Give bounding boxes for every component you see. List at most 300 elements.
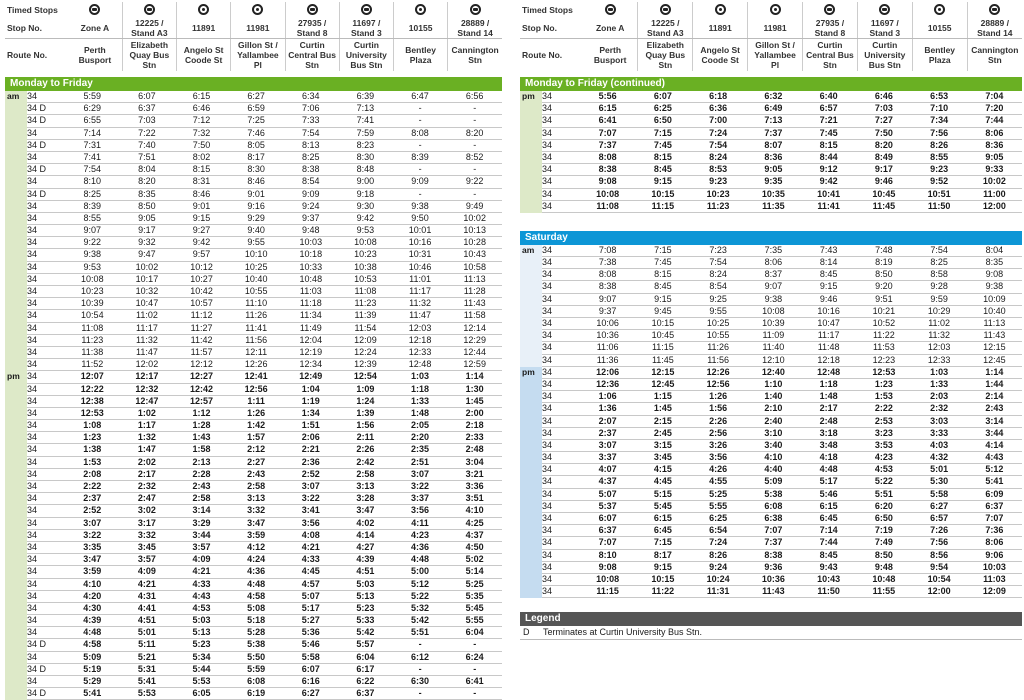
time-cell: 1:53 xyxy=(874,391,893,402)
time-cell: 12:56 xyxy=(706,378,730,389)
time-cell: 11:17 xyxy=(817,330,840,341)
time-cell: 12:14 xyxy=(463,322,486,333)
time-cell: 6:41 xyxy=(598,115,617,126)
time-cell: 1:18 xyxy=(411,383,430,394)
time-cell: - xyxy=(473,639,477,650)
time-cell: 7:43 xyxy=(819,244,838,255)
time-cell: 8:04 xyxy=(138,164,156,175)
route-number: 34 xyxy=(27,432,38,443)
time-cell: 7:25 xyxy=(247,115,265,126)
time-cell: 9:33 xyxy=(985,164,1004,175)
time-cell: 10:28 xyxy=(463,237,486,248)
period-label xyxy=(520,294,542,306)
time-cell: 11:43 xyxy=(762,586,785,597)
time-cell: 8:36 xyxy=(985,139,1004,150)
time-cell: 9:05 xyxy=(138,212,156,223)
stop-name: Cannington Stn xyxy=(967,39,1022,72)
time-cell: 7:07 xyxy=(598,127,617,138)
time-cell: 2:17 xyxy=(137,468,156,479)
time-cell: 1:14 xyxy=(465,371,484,382)
time-cell: 12:53 xyxy=(80,407,104,418)
time-cell: 12:48 xyxy=(817,366,841,377)
time-cell: 6:09 xyxy=(985,488,1004,499)
time-cell: 10:15 xyxy=(651,188,675,199)
header-label-route-no: Route No. xyxy=(7,50,48,60)
time-cell: 8:54 xyxy=(709,281,727,292)
time-cell: 3:56 xyxy=(411,505,430,516)
time-cell: 11:56 xyxy=(245,334,268,345)
period-label xyxy=(5,639,27,651)
time-cell: 6:29 xyxy=(83,103,102,114)
time-cell: 6:07 xyxy=(301,663,320,674)
timetable-row xyxy=(5,530,502,542)
time-cell: 8:30 xyxy=(247,164,265,175)
route-number: 34 xyxy=(542,281,553,292)
time-cell: 10:43 xyxy=(463,249,486,260)
time-cell: 3:14 xyxy=(985,415,1004,426)
time-cell: 6:34 xyxy=(302,91,320,101)
time-cell: 7:03 xyxy=(138,115,156,126)
bus-station-icon xyxy=(660,4,671,15)
route-number: 34 xyxy=(542,415,553,426)
time-cell: 6:20 xyxy=(874,500,893,511)
time-cell: 5:28 xyxy=(247,627,266,638)
time-cell: 1:23 xyxy=(83,432,102,443)
time-cell: 7:15 xyxy=(653,127,672,138)
time-cell: 10:23 xyxy=(354,249,377,260)
timetable-row xyxy=(5,664,502,676)
time-cell: 8:24 xyxy=(709,269,727,280)
route-number: 34 xyxy=(27,420,38,431)
period-label: am xyxy=(520,245,542,257)
route-number: 34 xyxy=(27,237,38,248)
time-cell: 9:38 xyxy=(83,249,102,260)
timetable-row xyxy=(5,103,502,115)
timetable-row xyxy=(520,189,1022,201)
route-number: 34 xyxy=(27,578,38,589)
time-cell: 5:57 xyxy=(356,639,375,650)
header-label-timed-stops: Timed Stops xyxy=(7,5,58,15)
timetable-row xyxy=(520,355,1022,367)
time-cell: 3:28 xyxy=(356,493,375,504)
stop-name: Curtin University Bus Stn xyxy=(339,39,393,72)
time-cell: 4:55 xyxy=(709,476,728,487)
time-cell: - xyxy=(473,103,477,114)
stop-number: 10155 xyxy=(394,18,448,39)
time-cell: 7:54 xyxy=(709,139,728,150)
time-cell: 10:06 xyxy=(596,318,619,328)
timetable-row xyxy=(520,416,1022,428)
time-cell: 10:25 xyxy=(706,318,730,328)
time-cell: 4:03 xyxy=(930,439,949,450)
timetable-row xyxy=(5,152,502,164)
time-cell: 9:49 xyxy=(465,200,484,211)
time-cell: 8:24 xyxy=(709,151,728,162)
time-cell: 7:54 xyxy=(709,257,727,268)
period-label xyxy=(5,676,27,688)
time-cell: 9:15 xyxy=(654,293,672,304)
stop-name: Perth Busport xyxy=(593,45,627,65)
time-cell: 3:59 xyxy=(247,529,266,540)
timetable-row xyxy=(520,476,1022,488)
time-cell: 7:10 xyxy=(930,103,949,114)
route-number: 34 xyxy=(542,164,553,175)
time-cell: 4:23 xyxy=(411,529,430,540)
time-cell: 10:03 xyxy=(982,561,1006,572)
time-cell: 3:22 xyxy=(301,493,320,504)
route-number: 34 D xyxy=(27,164,47,175)
route-number: 34 xyxy=(542,318,553,328)
time-cell: 4:12 xyxy=(247,541,266,552)
time-cell: 5:36 xyxy=(301,627,320,638)
time-cell: 1:17 xyxy=(137,420,156,431)
time-cell: 8:30 xyxy=(356,151,375,162)
bus-station-icon xyxy=(361,4,372,15)
route-number: 34 xyxy=(27,493,38,504)
time-cell: 3:44 xyxy=(192,529,211,540)
stop-name: Angelo St Coode St xyxy=(693,39,748,72)
time-cell: 2:43 xyxy=(247,468,266,479)
time-cell: 9:07 xyxy=(598,293,617,304)
time-cell: 6:59 xyxy=(247,103,265,114)
time-cell: 9:48 xyxy=(874,561,893,572)
time-cell: 11:49 xyxy=(299,322,322,333)
time-cell: 11:47 xyxy=(409,310,431,321)
timetable-row xyxy=(5,213,502,225)
time-cell: 4:45 xyxy=(301,566,320,577)
time-cell: 11:41 xyxy=(245,322,268,333)
time-cell: - xyxy=(473,164,477,175)
timetable-row xyxy=(520,115,1022,127)
timetable-row xyxy=(520,452,1022,464)
time-cell: 2:42 xyxy=(356,456,375,467)
time-cell: 2:14 xyxy=(985,391,1004,402)
time-cell: 2:32 xyxy=(930,403,949,414)
period-label xyxy=(5,396,27,408)
timetable-row xyxy=(520,281,1022,293)
time-cell: 3:18 xyxy=(819,427,838,438)
time-cell: 8:17 xyxy=(247,151,265,162)
time-cell: 12:42 xyxy=(190,383,214,394)
time-cell: 8:04 xyxy=(985,244,1004,255)
time-cell: 11:39 xyxy=(354,310,377,321)
time-cell: 10:16 xyxy=(817,305,840,316)
weekday-timetable xyxy=(5,91,502,700)
time-cell: 5:22 xyxy=(874,476,893,487)
time-cell: 2:53 xyxy=(874,415,893,426)
route-number: 34 xyxy=(542,452,553,463)
time-cell: 3:22 xyxy=(411,481,430,491)
route-number: 34 xyxy=(542,513,553,523)
time-cell: 4:07 xyxy=(598,464,617,475)
route-number: 34 D xyxy=(27,115,47,126)
time-cell: 10:47 xyxy=(135,298,159,309)
time-cell: 3:32 xyxy=(247,505,266,516)
time-cell: 10:24 xyxy=(706,573,730,584)
time-cell: 10:55 xyxy=(706,330,730,341)
time-cell: 6:08 xyxy=(764,500,783,511)
route-number: 34 xyxy=(542,103,553,114)
time-cell: 2:18 xyxy=(465,420,484,431)
time-cell: 3:57 xyxy=(192,541,211,552)
route-number: 34 xyxy=(27,273,38,284)
time-cell: 4:36 xyxy=(411,541,430,552)
time-cell: 6:49 xyxy=(764,103,783,114)
time-cell: 8:56 xyxy=(930,549,949,560)
time-cell: 3:07 xyxy=(83,517,102,528)
bus-station-icon xyxy=(605,4,616,15)
time-cell: 5:22 xyxy=(411,590,430,601)
bus-stop-icon xyxy=(770,4,781,15)
timetable-row xyxy=(520,391,1022,403)
time-cell: 9:08 xyxy=(598,176,617,187)
time-cell: 7:37 xyxy=(764,537,783,548)
period-label xyxy=(520,452,542,464)
bus-station-icon xyxy=(470,4,481,15)
time-cell: 1:04 xyxy=(301,383,320,394)
time-cell: 9:38 xyxy=(985,281,1004,292)
timetable-row xyxy=(520,103,1022,115)
time-cell: 3:37 xyxy=(598,452,617,463)
time-cell: 9:05 xyxy=(764,164,783,175)
time-cell: 5:27 xyxy=(301,615,320,626)
time-cell: 10:23 xyxy=(706,188,730,199)
time-cell: 3:17 xyxy=(137,517,156,528)
time-cell: 2:32 xyxy=(137,481,156,491)
time-cell: 4:20 xyxy=(83,590,102,601)
time-cell: 10:46 xyxy=(408,261,432,272)
time-cell: 1:48 xyxy=(819,391,838,402)
time-cell: 7:41 xyxy=(83,151,102,162)
timetable-row xyxy=(5,128,502,140)
time-cell: 9:45 xyxy=(654,305,672,316)
time-cell: 7:40 xyxy=(138,139,156,150)
time-cell: 11:06 xyxy=(596,342,619,353)
time-cell: 8:14 xyxy=(819,257,838,268)
route-number: 34 xyxy=(27,444,38,455)
time-cell: 5:41 xyxy=(83,688,102,699)
time-cell: 4:39 xyxy=(83,615,102,626)
period-label xyxy=(5,201,27,213)
timetable-row xyxy=(5,274,502,286)
period-label xyxy=(5,664,27,676)
time-cell: 11:13 xyxy=(463,273,486,284)
time-cell: 11:03 xyxy=(983,573,1006,584)
time-cell: 5:59 xyxy=(247,663,266,674)
time-cell: 7:20 xyxy=(985,103,1004,114)
time-cell: 9:47 xyxy=(138,249,156,260)
time-cell: 9:08 xyxy=(598,561,617,572)
time-cell: 5:09 xyxy=(83,651,102,662)
time-cell: 6:57 xyxy=(930,513,949,523)
timetable-row xyxy=(520,489,1022,501)
route-number: 34 xyxy=(27,359,38,370)
timetable-row xyxy=(5,359,502,371)
time-cell: 9:57 xyxy=(192,249,211,260)
time-cell: 8:06 xyxy=(985,127,1004,138)
time-cell: 12:26 xyxy=(244,359,268,370)
route-number: 34 xyxy=(542,257,553,268)
period-label xyxy=(520,103,542,115)
time-cell: 11:34 xyxy=(299,310,322,321)
time-cell: 1:30 xyxy=(465,383,484,394)
time-cell: 8:20 xyxy=(874,139,893,150)
bus-station-icon xyxy=(89,4,100,15)
time-cell: 8:25 xyxy=(302,151,320,162)
time-cell: 7:44 xyxy=(985,115,1004,126)
route-number: 34 D xyxy=(27,188,47,199)
time-cell: - xyxy=(473,663,477,674)
time-cell: 2:47 xyxy=(137,493,156,504)
time-cell: 3:53 xyxy=(874,439,893,450)
time-cell: 11:09 xyxy=(762,330,785,341)
time-cell: 11:42 xyxy=(190,334,213,345)
time-cell: 2:26 xyxy=(709,415,728,426)
time-cell: 9:07 xyxy=(764,281,783,292)
time-cell: 9:25 xyxy=(709,293,727,304)
route-number: 34 xyxy=(27,627,38,638)
time-cell: 7:24 xyxy=(709,537,728,548)
time-cell: 2:27 xyxy=(247,456,266,467)
timetable-row xyxy=(5,384,502,396)
legend-code: D xyxy=(523,627,530,638)
time-cell: 10:29 xyxy=(927,305,951,316)
time-cell: 9:30 xyxy=(356,200,375,211)
time-cell: - xyxy=(473,688,477,699)
time-cell: 11:03 xyxy=(299,286,322,296)
time-cell: 5:55 xyxy=(709,500,728,511)
time-cell: 2:26 xyxy=(356,444,375,455)
time-cell: 11:43 xyxy=(983,330,1006,341)
route-number: 34 xyxy=(27,176,38,187)
time-cell: 2:11 xyxy=(356,432,375,443)
timetable-row xyxy=(5,493,502,505)
time-cell: 4:48 xyxy=(247,578,266,589)
time-cell: 6:30 xyxy=(411,676,430,686)
time-cell: 8:26 xyxy=(709,549,728,560)
time-cell: 1:47 xyxy=(137,444,156,455)
time-cell: 12:38 xyxy=(80,395,104,406)
period-label xyxy=(5,274,27,286)
timetable-row xyxy=(520,176,1022,188)
saturday-timetable xyxy=(520,245,1022,598)
time-cell: 7:45 xyxy=(819,127,838,138)
route-number: 34 xyxy=(542,378,553,389)
time-cell: 4:48 xyxy=(819,464,838,475)
time-cell: 11:32 xyxy=(136,334,158,345)
timetable-row xyxy=(520,379,1022,391)
time-cell: 1:44 xyxy=(985,378,1004,389)
route-number: 34 xyxy=(27,334,38,345)
time-cell: 2:10 xyxy=(764,403,783,414)
time-cell: 12:36 xyxy=(596,378,620,389)
route-number: 34 xyxy=(27,371,38,382)
time-cell: 10:10 xyxy=(244,249,268,260)
period-label xyxy=(520,189,542,201)
time-cell: 8:46 xyxy=(247,176,265,187)
time-cell: 5:12 xyxy=(411,578,430,589)
period-label xyxy=(520,176,542,188)
time-cell: - xyxy=(473,188,477,199)
time-cell: 8:10 xyxy=(598,549,617,560)
time-cell: 4:10 xyxy=(764,452,783,463)
time-cell: 6:40 xyxy=(819,91,838,101)
period-label xyxy=(5,493,27,505)
time-cell: 5:14 xyxy=(465,566,484,577)
time-cell: 8:08 xyxy=(598,151,617,162)
header-label-stop-no: Stop No. xyxy=(520,18,583,39)
timetable-row xyxy=(520,537,1022,549)
timetable-row xyxy=(5,347,502,359)
time-cell: 3:36 xyxy=(465,481,484,491)
time-cell: 7:48 xyxy=(875,244,893,255)
timetable-row xyxy=(5,639,502,651)
time-cell: 7:07 xyxy=(985,513,1004,523)
time-cell: 4:57 xyxy=(301,578,320,589)
time-cell: 8:15 xyxy=(819,139,838,150)
time-cell: 8:55 xyxy=(930,151,949,162)
time-cell: 10:33 xyxy=(299,261,323,272)
time-cell: 11:50 xyxy=(927,200,951,211)
route-number: 34 xyxy=(27,676,38,686)
bus-stop-icon xyxy=(415,4,426,15)
time-cell: 7:19 xyxy=(874,525,893,536)
timetable-row xyxy=(520,367,1022,379)
route-number: 34 xyxy=(27,590,38,601)
time-cell: 7:31 xyxy=(83,139,102,150)
route-number: 34 xyxy=(27,651,38,662)
time-cell: 1:53 xyxy=(83,456,102,467)
timetable-row xyxy=(5,237,502,249)
time-cell: 4:10 xyxy=(83,578,102,589)
timetable-row xyxy=(5,323,502,335)
period-label xyxy=(520,489,542,501)
period-label xyxy=(5,164,27,176)
route-number: 34 xyxy=(542,427,553,438)
time-cell: 8:25 xyxy=(83,188,102,199)
time-cell: 11:45 xyxy=(872,200,896,211)
route-number: 34 xyxy=(542,537,553,548)
time-cell: 11:48 xyxy=(817,342,840,353)
time-cell: 6:18 xyxy=(709,91,728,101)
time-cell: 7:49 xyxy=(874,537,893,548)
time-cell: 6:46 xyxy=(874,91,893,101)
time-cell: 4:43 xyxy=(192,590,211,601)
time-cell: 5:42 xyxy=(356,627,375,638)
time-cell: 9:27 xyxy=(192,225,211,236)
time-cell: 6:17 xyxy=(356,663,375,674)
time-cell: 4:18 xyxy=(819,452,838,463)
time-cell: 9:22 xyxy=(83,237,102,248)
period-label xyxy=(5,505,27,517)
timetable-row xyxy=(520,428,1022,440)
timetable-row xyxy=(520,140,1022,152)
stop-name: Gillon St / Yallambee Pl xyxy=(231,39,285,72)
time-cell: 11:08 xyxy=(596,200,619,211)
time-cell: 4:48 xyxy=(83,627,102,638)
time-cell: 7:14 xyxy=(819,525,838,536)
time-cell: 1:45 xyxy=(465,395,484,406)
time-cell: 12:49 xyxy=(299,371,323,382)
time-cell: 1:56 xyxy=(356,420,375,431)
time-cell: 9:24 xyxy=(302,200,320,211)
time-cell: 7:45 xyxy=(654,257,672,268)
time-cell: 9:18 xyxy=(356,188,375,199)
time-cell: 11:10 xyxy=(245,298,268,309)
time-cell: 5:45 xyxy=(465,602,484,613)
time-cell: 12:09 xyxy=(982,586,1006,597)
time-cell: 7:13 xyxy=(356,103,375,114)
